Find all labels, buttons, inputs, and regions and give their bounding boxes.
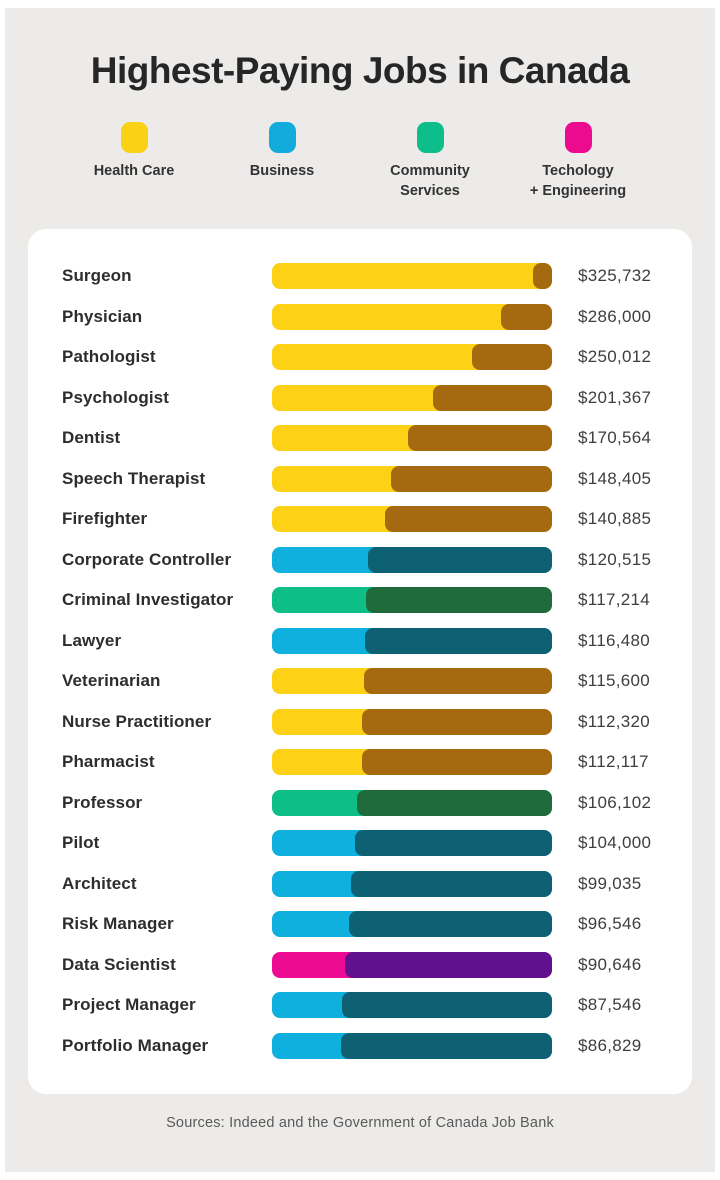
legend-swatch-icon [269, 122, 296, 153]
chart-legend [75, 122, 637, 201]
salary-bar [272, 304, 552, 330]
chart-row [62, 621, 662, 662]
salary-bar [272, 506, 552, 532]
chart-row [62, 418, 662, 459]
job-label: Architect [62, 873, 137, 893]
salary-bar [272, 425, 552, 451]
salary-value: $99,035 [578, 873, 642, 893]
job-label: Physician [62, 306, 143, 326]
salary-bar [272, 668, 552, 694]
salary-bar [272, 628, 552, 654]
job-label: Portfolio Manager [62, 1035, 209, 1055]
job-label: Corporate Controller [62, 549, 232, 569]
salary-bar [272, 911, 552, 937]
salary-bar-remainder [433, 385, 552, 411]
chart-row [62, 459, 662, 500]
job-label: Criminal Investigator [62, 590, 234, 610]
chart-row [62, 823, 662, 864]
salary-bar [272, 709, 552, 735]
salary-value: $170,564 [578, 428, 652, 448]
salary-bar-remainder [349, 911, 552, 937]
job-label: Project Manager [62, 995, 196, 1015]
salary-bar-remainder [385, 506, 552, 532]
job-label: Firefighter [62, 509, 148, 529]
salary-bar-remainder [391, 466, 552, 492]
salary-value: $87,546 [578, 995, 642, 1015]
job-label: Nurse Practitioner [62, 711, 212, 731]
salary-value: $117,214 [578, 590, 651, 610]
salary-value: $325,732 [578, 266, 652, 286]
salary-value: $201,367 [578, 387, 652, 407]
salary-bar [272, 344, 552, 370]
legend-label: Community Services [390, 163, 470, 199]
job-label: Data Scientist [62, 954, 176, 974]
chart-row [62, 499, 662, 540]
salary-value: $116,480 [578, 630, 651, 650]
page-title: Highest-Paying Jobs in Canada [90, 50, 630, 91]
chart-row [62, 580, 662, 621]
legend-item-business [223, 122, 341, 201]
salary-value: $112,320 [578, 711, 651, 731]
salary-bar [272, 992, 552, 1018]
chart-row [62, 985, 662, 1026]
salary-bar-remainder [342, 992, 552, 1018]
legend-swatch-icon [565, 122, 592, 153]
chart-row [62, 378, 662, 419]
salary-bar-remainder [408, 425, 552, 451]
salary-value: $104,000 [578, 833, 652, 853]
salary-bar [272, 952, 552, 978]
job-label: Speech Therapist [62, 468, 206, 488]
chart-row [62, 256, 662, 297]
salary-bar-remainder [362, 709, 552, 735]
chart-row [62, 864, 662, 905]
chart-row [62, 297, 662, 338]
salary-bar-remainder [364, 668, 552, 694]
chart-row [62, 540, 662, 581]
salary-value: $112,117 [578, 752, 649, 772]
infographic-background [5, 8, 715, 1172]
chart-row [62, 661, 662, 702]
chart-row [62, 945, 662, 986]
chart-row [62, 742, 662, 783]
salary-value: $115,600 [578, 671, 651, 691]
legend-item-tech [519, 122, 637, 201]
salary-bar-remainder [351, 871, 552, 897]
job-label: Pathologist [62, 347, 156, 367]
chart-row [62, 783, 662, 824]
salary-bar-remainder [501, 304, 552, 330]
legend-item-health [75, 122, 193, 201]
salary-bar-remainder [365, 628, 552, 654]
job-label: Pharmacist [62, 752, 155, 772]
salary-value: $86,829 [578, 1035, 642, 1055]
salary-value: $250,012 [578, 347, 652, 367]
chart-row [62, 904, 662, 945]
salary-bar [272, 830, 552, 856]
legend-label: Techology + Engineering [529, 163, 627, 199]
salary-bar-remainder [355, 830, 552, 856]
legend-swatch-icon [121, 122, 148, 153]
job-label: Surgeon [62, 266, 132, 286]
job-label: Risk Manager [62, 914, 174, 934]
legend-label: Business [249, 163, 315, 179]
job-label: Psychologist [62, 387, 170, 407]
salary-bar [272, 547, 552, 573]
salary-bar [272, 871, 552, 897]
salary-value: $286,000 [578, 306, 652, 326]
job-label: Pilot [62, 833, 100, 853]
chart-card [28, 229, 692, 1094]
salary-bar-remainder [368, 547, 552, 573]
salary-bar-remainder [472, 344, 552, 370]
job-label: Dentist [62, 428, 121, 448]
salary-bar [272, 385, 552, 411]
salary-bar-remainder [345, 952, 552, 978]
salary-bar-remainder [341, 1033, 552, 1059]
legend-item-community [371, 122, 489, 201]
legend-swatch-icon [417, 122, 444, 153]
salary-bar-remainder [357, 790, 552, 816]
salary-value: $148,405 [578, 468, 652, 488]
job-label: Professor [62, 792, 143, 812]
salary-bar-remainder [533, 263, 552, 289]
salary-bar [272, 1033, 552, 1059]
salary-bar [272, 466, 552, 492]
salary-value: $106,102 [578, 792, 652, 812]
salary-bar [272, 263, 552, 289]
salary-value: $120,515 [578, 549, 652, 569]
salary-bar-remainder [362, 749, 552, 775]
job-label: Veterinarian [62, 671, 161, 691]
chart-row [62, 702, 662, 743]
salary-value: $90,646 [578, 954, 642, 974]
salary-bar [272, 749, 552, 775]
sources-note: Sources: Indeed and the Government of Canada Job Bank [166, 1115, 554, 1132]
chart-rows [62, 256, 662, 1066]
job-label: Lawyer [62, 630, 122, 650]
salary-bar [272, 587, 552, 613]
salary-bar-remainder [366, 587, 552, 613]
legend-label: Health Care [93, 163, 175, 179]
chart-row [62, 1026, 662, 1067]
salary-value: $140,885 [578, 509, 652, 529]
salary-value: $96,546 [578, 914, 642, 934]
chart-row [62, 337, 662, 378]
salary-bar [272, 790, 552, 816]
